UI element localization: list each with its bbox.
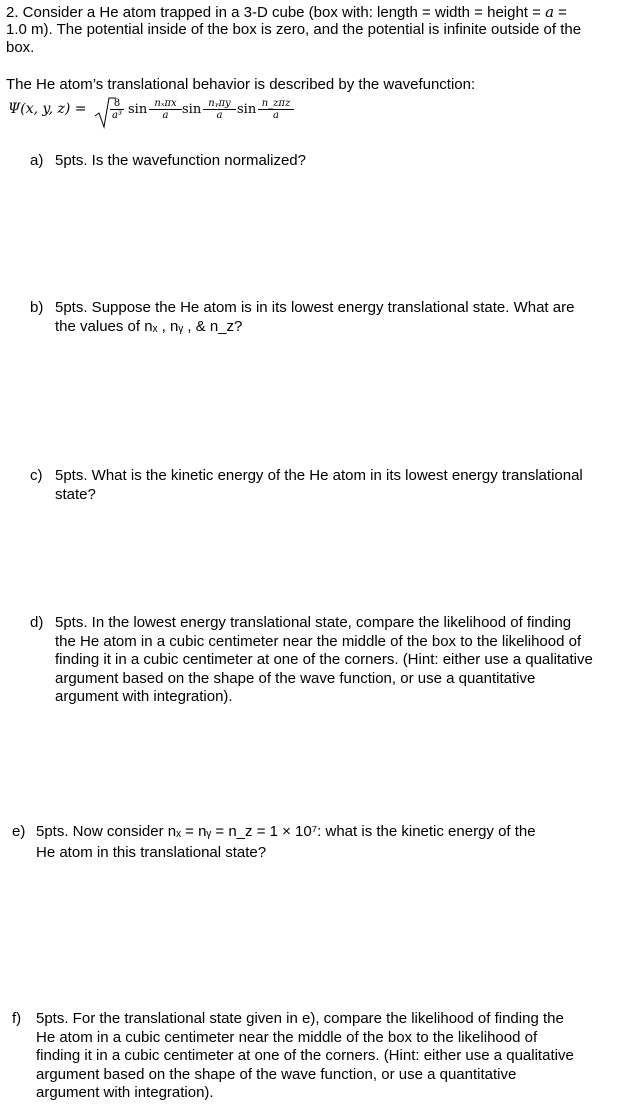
sin-fraction-1 [149, 98, 182, 121]
part-d-line-2: the He atom in a cubic centimeter near the middle of the box to the likelihood of [55, 632, 582, 650]
part-b-line-2: the values of nₓ , nᵧ , & n_z? [55, 318, 243, 335]
part-f-line-4: argument based on the shape of the wave function, or use a quantitative [36, 1065, 517, 1083]
sin-3: sin [237, 102, 257, 117]
variable-a: a [545, 3, 555, 21]
problem-line-1 [6, 3, 567, 22]
part-c [30, 467, 630, 507]
part-b [30, 299, 630, 339]
problem-line-1-end: = [554, 4, 567, 21]
sin-2: sin [182, 102, 202, 117]
problem-line-3: box. [6, 39, 35, 56]
part-b-line-1: 5pts. Suppose the He atom is in its lowest energy translational state. What are [55, 299, 575, 316]
problem-line-2: 1.0 m). The potential inside of the box is zero, and the potential is infinite outside of the [6, 21, 582, 38]
part-e-label: e) [12, 823, 26, 840]
frac-1-den: a [162, 110, 169, 121]
part-f-label: f) [12, 1010, 22, 1027]
frac-2-num: nᵧπy [203, 98, 236, 110]
part-d [30, 614, 630, 709]
part-e-line-2: He atom in this translational state? [36, 844, 267, 861]
wavefunction-lhs: Ψ(x, y, z) = [8, 101, 87, 117]
sqrt-den: a³ [112, 110, 122, 121]
part-d-label: d) [30, 614, 44, 631]
wavefunction-intro: The He atom’s translational behavior is described by the wavefunction: [6, 76, 476, 93]
frac-1-num: nₓπx [149, 98, 182, 110]
frac-2-den: a [216, 110, 223, 121]
part-c-label: c) [30, 467, 43, 484]
sin-fraction-3 [258, 98, 294, 121]
part-d-line-1: 5pts. In the lowest energy translational state, compare the likelihood of finding [55, 614, 572, 631]
part-d-line-4: argument based on the shape of the wave function, or use a quantitative [55, 669, 536, 687]
part-c-line-2: state? [55, 486, 96, 503]
part-d-line-5: argument with integration). [55, 688, 233, 706]
part-b-label: b) [30, 299, 44, 316]
frac-3-den: a [273, 110, 279, 121]
part-f [12, 1010, 627, 1105]
sin-1: sin [128, 102, 148, 117]
part-d-line-3: finding it in a cubic centimeter at one of the corners. (Hint: either use a qualitative [55, 651, 593, 669]
wavefunction-equation [6, 96, 306, 132]
frac-3-num: n_zπz [258, 98, 294, 110]
part-f-line-1: 5pts. For the translational state given in e), compare the likelihood of finding the [36, 1010, 564, 1027]
problem-line-1-text: 2. Consider a He atom trapped in a 3-D cube (box with: length = width = height = [6, 4, 546, 21]
part-f-line-3: finding it in a cubic centimeter at one of the corners. (Hint: either use a qualitative [36, 1047, 574, 1065]
sqrt-fraction [110, 98, 124, 121]
sqrt-num: 8 [110, 98, 124, 110]
sin-fraction-2 [203, 98, 236, 121]
part-e-line-1: 5pts. Now consider nₓ = nᵧ = n_z = 1 × 10⁷: what is the kinetic energy of the [36, 823, 536, 840]
part-e [12, 823, 627, 863]
part-a-label: a) [30, 152, 44, 169]
part-f-line-2: He atom in a cubic centimeter near the middle of the box to the likelihood of [36, 1028, 538, 1046]
part-f-line-5: argument with integration). [36, 1084, 214, 1102]
part-c-line-1: 5pts. What is the kinetic energy of the He atom in its lowest energy translational [55, 467, 583, 484]
part-a [30, 152, 630, 172]
part-a-line-1: 5pts. Is the wavefunction normalized? [55, 152, 306, 169]
